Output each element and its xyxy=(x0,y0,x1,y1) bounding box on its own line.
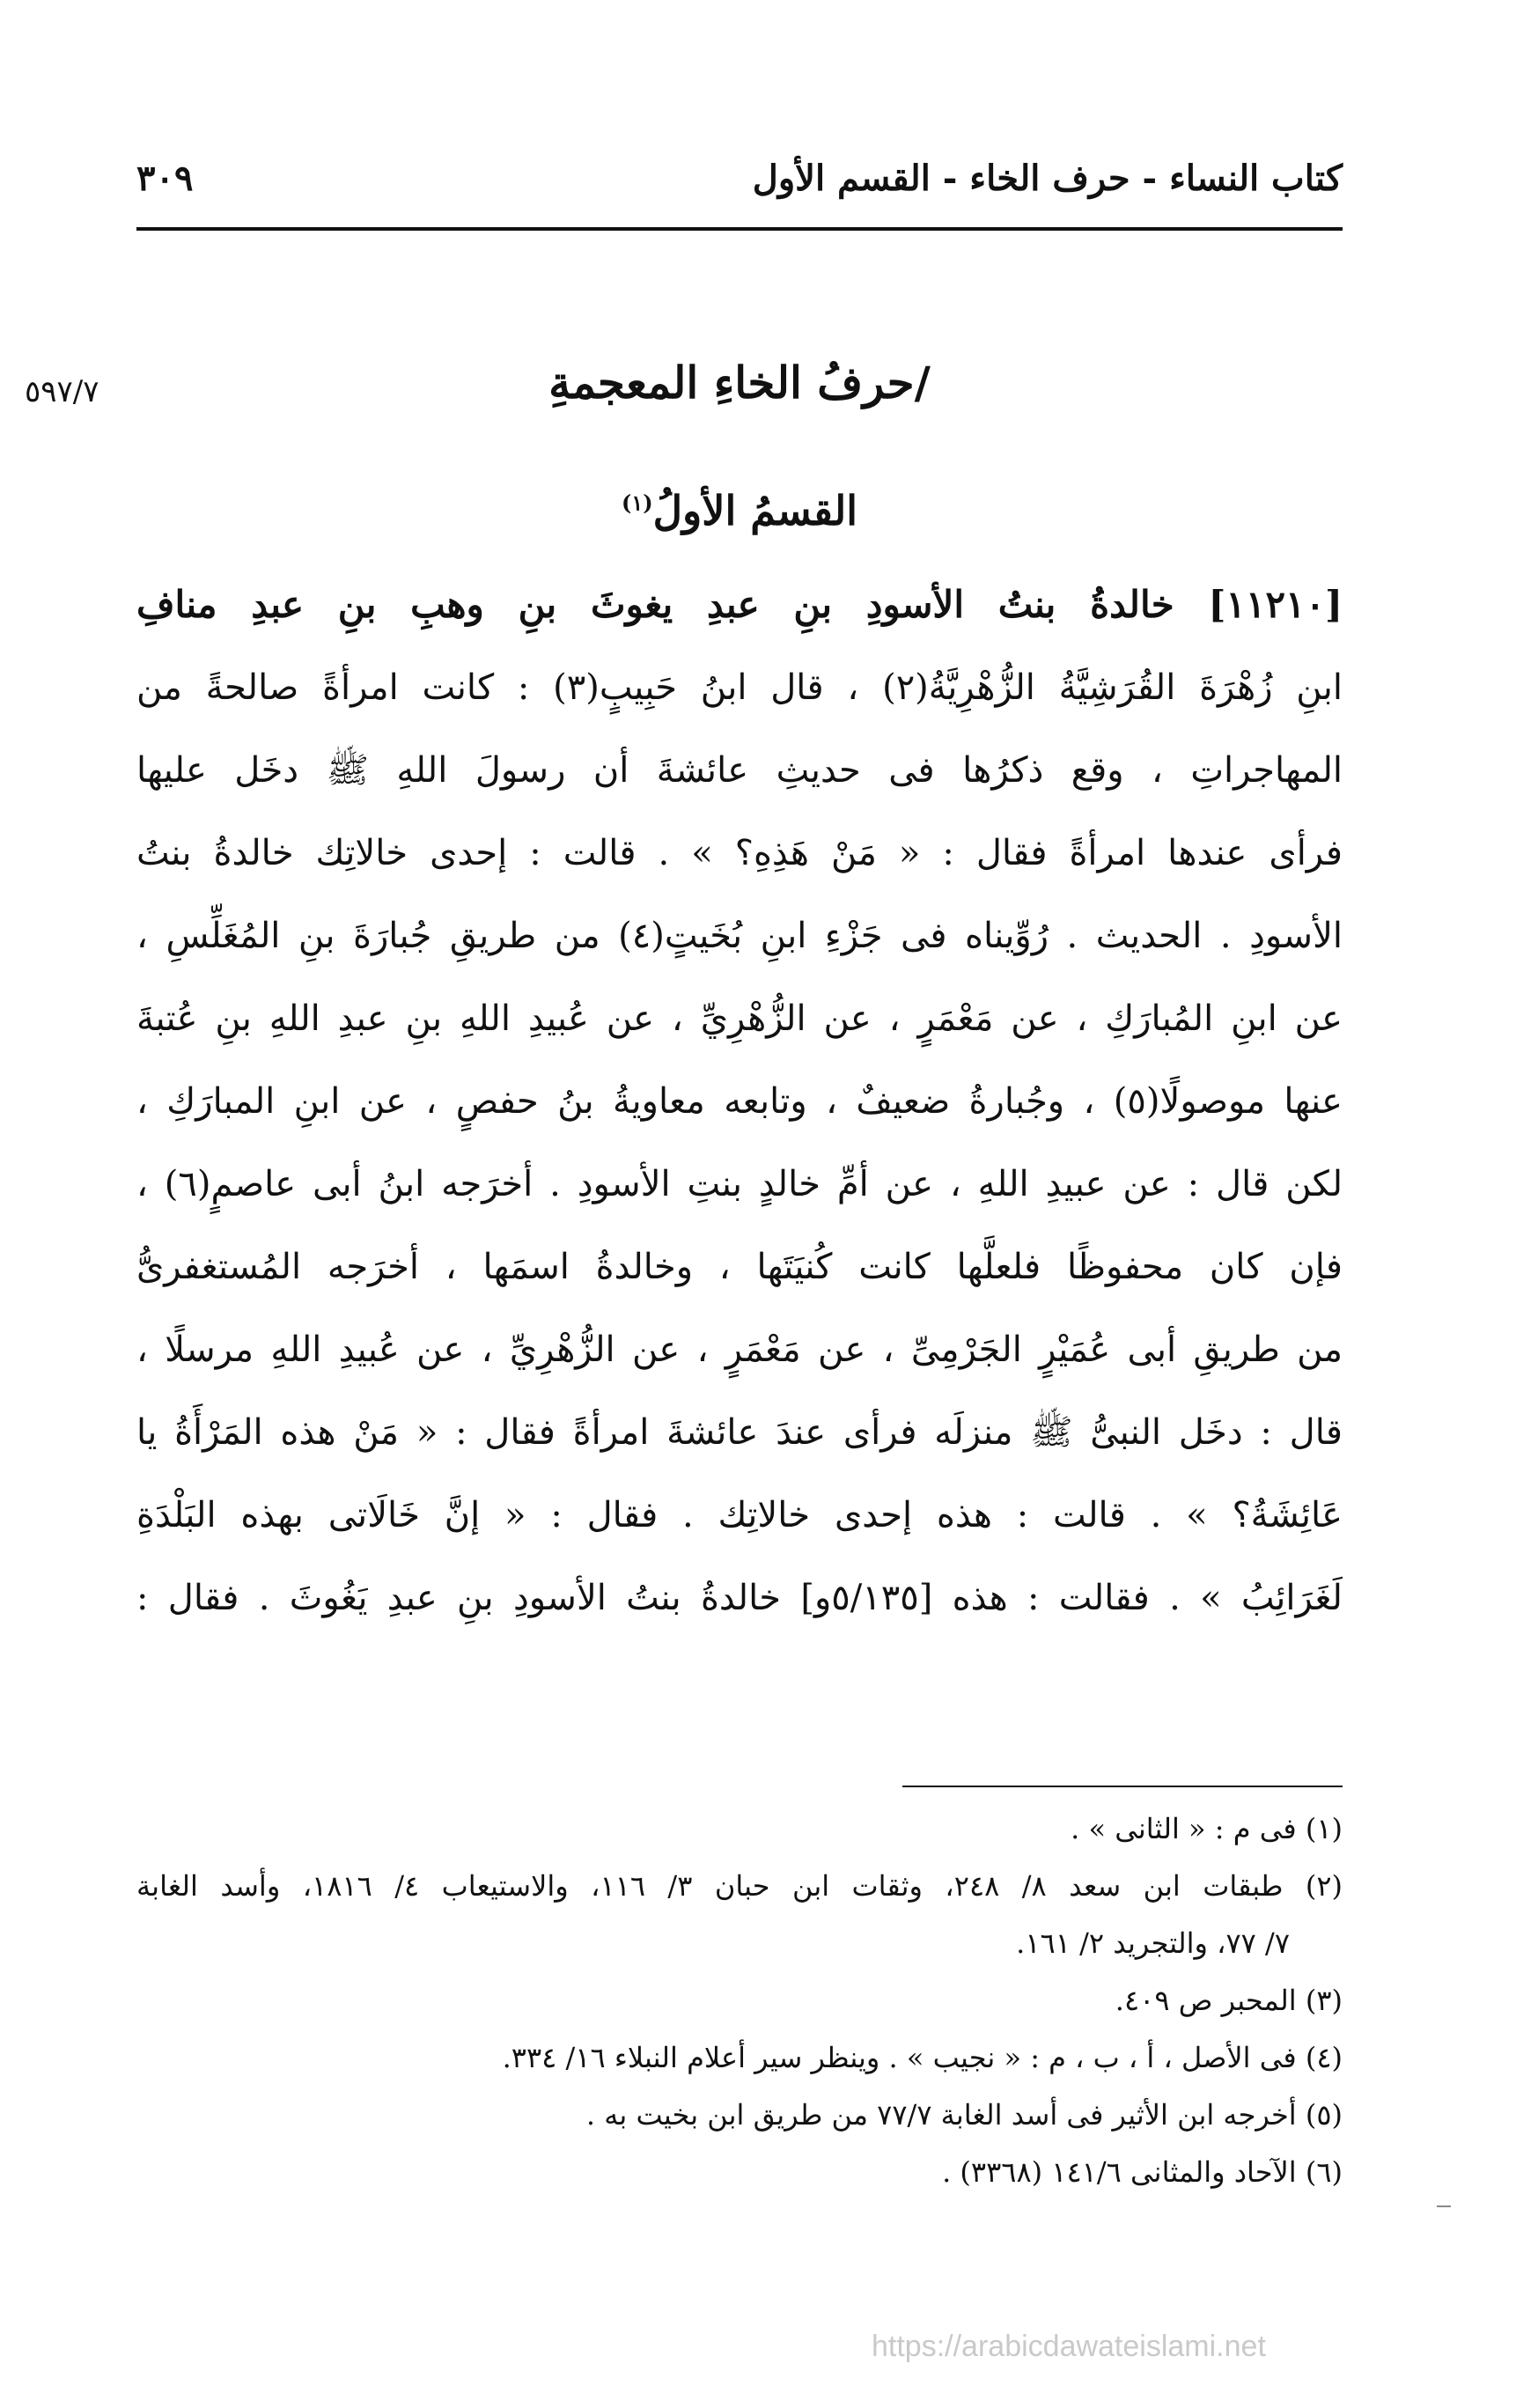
body-line: ابنِ زُهْرَةَ القُرَشِيَّةُ الزُّهْرِيَّةُ(٢) ، قال ابنُ حَبِيبٍ(٣) : كانت امرأةً صالحةً من xyxy=(136,667,1343,708)
edge-mark xyxy=(1437,2205,1451,2207)
body-line: لَغَرَائِبُ » . فقالت : هذه [٥/١٣٥و] خالدةُ بنتُ الأسودِ بنِ عبدِ يَغُوثَ . فقال : xyxy=(136,1578,1343,1618)
body-line: عنها موصولًا(٥) ، وجُبارةُ ضعيفٌ ، وتابعه معاويةُ بنُ حفصٍ ، عن ابنِ المبارَكِ ، xyxy=(136,1081,1343,1122)
footnote-line: (٤) فى الأصل ، أ ، ب ، م : « نجيب » . وينظر سير أعلام النبلاء ١٦/ ٣٣٤. xyxy=(502,2041,1343,2074)
footnote-line: (٢) طبقات ابن سعد ٨/ ٢٤٨، وثقات ابن حبان ٣/ ١١٦، والاستيعاب ٤/ ١٨١٦، وأسد الغابة xyxy=(136,1869,1343,1903)
margin-reference: ٥٩٧/٧ xyxy=(25,374,99,409)
running-title: كتاب النساء - حرف الخاء - القسم الأول xyxy=(752,158,1343,199)
footnote-line: ٧/ ٧٧، والتجريد ٢/ ١٦١. xyxy=(1016,1926,1290,1960)
body-line: عَائِشَةُ؟ » . قالت : هذه إحدى خالاتِك . فقال : « إنَّ خَالَاتى بهذه البَلْدَةِ xyxy=(136,1495,1343,1535)
body-line: فإن كان محفوظًا فلعلَّها كانت كُنيَتَها ، وخالدةُ اسمَها ، أخرَجه المُستغفرىُّ xyxy=(136,1247,1343,1287)
footnotes xyxy=(136,1800,1343,2294)
page-number: ٣٠٩ xyxy=(136,158,194,199)
watermark-url: https://arabicdawateislami.net xyxy=(872,2330,1266,2363)
section-title xyxy=(136,475,1343,546)
footnote-rule xyxy=(902,1786,1343,1787)
header-rule xyxy=(136,227,1343,231)
chapter-title: /حرفُ الخاءِ المعجمةِ xyxy=(548,357,931,409)
footnote-line: (١) فى م : « الثانى » . xyxy=(1071,1812,1343,1845)
body-line: عن ابنِ المُبارَكِ ، عن مَعْمَرٍ ، عن الزُّهْرِيِّ ، عن عُبيدِ اللهِ بنِ عبدِ اللهِ بنِ عُتبةَ xyxy=(136,998,1343,1039)
section-note-ref: (١) xyxy=(622,490,653,516)
footnote-line: (٣) المحبر ص ٤٠٩. xyxy=(1115,1984,1343,2017)
body-text xyxy=(136,563,1343,1752)
body-line: المهاجراتِ ، وقع ذكرُها فى حديثِ عائشةَ أن رسولَ اللهِ ﷺ دخَل عليها xyxy=(136,750,1343,791)
running-header xyxy=(136,148,1343,210)
body-line: قال : دخَل النبىُّ ﷺ منزلَه فرأى عندَ عائشةَ امرأةً فقال : « مَنْ هذه المَرْأَةُ يا xyxy=(136,1412,1343,1453)
body-line: الأسودِ . الحديث . رُوِّيناه فى جَزْءِ ابنِ بُخَيتٍ(٤) من طريقِ جُبارَةَ بنِ المُغَلِّسِ ، xyxy=(136,916,1343,956)
section-title-text: القسمُ الأولُ xyxy=(652,487,857,534)
body-line: [١١٢١٠] خالدةُ بنتُ الأسودِ بنِ عبدِ يغوثَ بنِ وهبِ بنِ عبدِ منافِ xyxy=(136,583,1343,626)
footnote-line: (٦) الآحاد والمثانى ١٤١/٦ (٣٣٦٨) . xyxy=(942,2155,1343,2189)
body-line: فرأى عندها امرأةً فقال : « مَنْ هَذِهِ؟ » . قالت : إحدى خالاتِك خالدةُ بنتُ xyxy=(136,833,1343,873)
footnote-line: (٥) أخرجه ابن الأثير فى أسد الغابة ٧٧/٧ من طريق ابن بخيت به . xyxy=(585,2098,1343,2132)
body-line: من طريقِ أبى عُمَيْرٍ الجَرْمِىِّ ، عن مَعْمَرٍ ، عن الزُّهْرِيِّ ، عن عُبيدِ اللهِ مرسلًا ، xyxy=(136,1329,1343,1370)
body-line: لكن قال : عن عبيدِ اللهِ ، عن أمِّ خالدٍ بنتِ الأسودِ . أخرَجه ابنُ أبى عاصمٍ(٦) ، xyxy=(136,1164,1343,1204)
